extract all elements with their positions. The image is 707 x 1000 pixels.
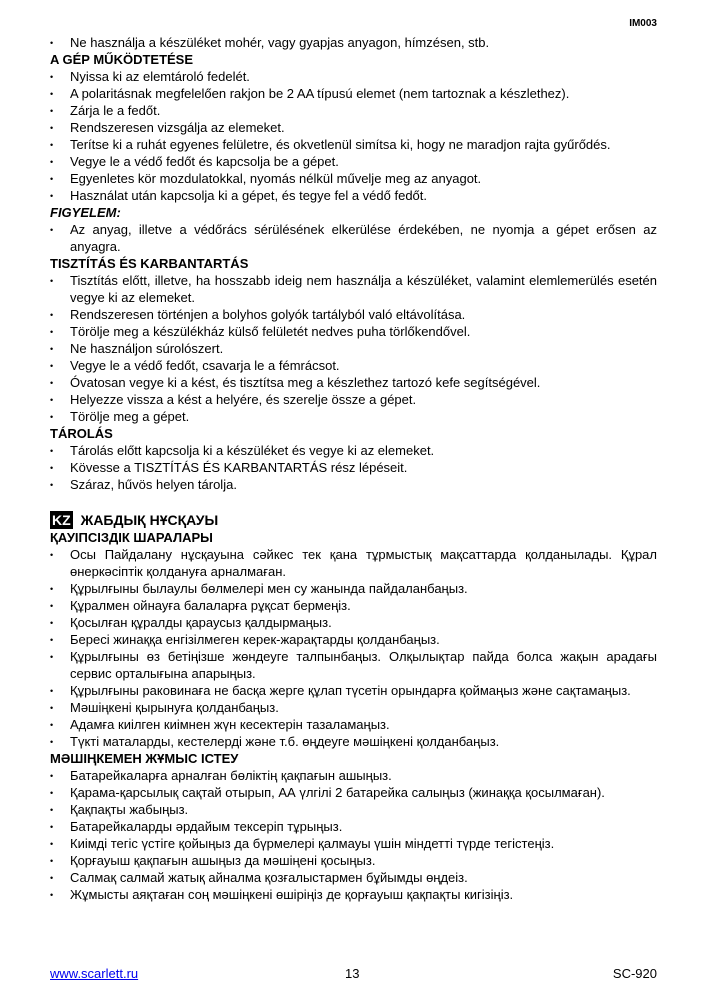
list-item: • Киімді тегіс үстіге қойыңыз да бүрмелері қалмауы үшін міндетті түрде тегістеңіз. — [50, 835, 657, 852]
list-item: • Óvatosan vegye ki a kést, és tisztítsa meg a készlethez tartozó kefe segítségével. — [50, 374, 657, 391]
list-item: • Az anyag, illetve a védőrács sérülésének elkerülése érdekében, ne nyomja a gépet erősen az anyagra. — [50, 221, 657, 255]
kz-title: ЖАБДЫҚ НҰСҚАУЫ — [80, 511, 219, 528]
list-item: • Használat után kapcsolja ki a gépet, és tegye fel a védő fedőt. — [50, 187, 657, 204]
list-item: • Құрылғыны раковинаға не басқа жерге құлап түсетін орындарға қоймаңыз және сақтамаңыз. — [50, 682, 657, 699]
list-item: • Törölje meg a gépet. — [50, 408, 657, 425]
list-item: • Ne használja a készüléket mohér, vagy gyapjas anyagon, hímzésen, stb. — [50, 34, 657, 51]
kz-safety-title: ҚАУІПСІЗДІК ШАРАЛАРЫ — [50, 530, 213, 545]
list-item: • Құрылғыны былаулы бөлмелері мен су жанында пайдаланбаңыз. — [50, 580, 657, 597]
list-item: • Қосылған құралды қараусыз қалдырмаңыз. — [50, 614, 657, 631]
hu-operation-title: A GÉP MŰKÖDTETÉSE — [50, 52, 194, 67]
kz-safety-list — [50, 546, 657, 750]
list-item: • Kövesse a TISZTÍTÁS ÉS KARBANTARTÁS rész lépéseit. — [50, 459, 657, 476]
kz-language-badge: KZ — [52, 512, 71, 528]
list-item: • Мәшіңкені қырынуға қолданбаңыз. — [50, 699, 657, 716]
list-item: • Бересі жинаққа енгізілмеген керек-жарақтарды қолданбаңыз. — [50, 631, 657, 648]
page-number: 13 — [345, 966, 360, 981]
list-item: • A polaritásnak megfelelően rakjon be 2 AA típusú elemet (nem tartoznak a készlethez). — [50, 85, 657, 102]
list-item: • Vegye le a védő fedőt és kapcsolja be a gépet. — [50, 153, 657, 170]
hu-storage-title: TÁROLÁS — [50, 426, 113, 441]
list-item: • Egyenletes kör mozdulatokkal, nyomás nélkül művelje meg az anyagot. — [50, 170, 657, 187]
list-item: • Tisztítás előtt, illetve, ha hosszabb ideig nem használja a készüléket, valamint elemlemerülés esetén vegye ki az elemeket. — [50, 272, 657, 306]
list-item: • Батарейкаларға арналған бөліктің қақпағын ашыңыз. — [50, 767, 657, 784]
list-item: • Rendszeresen vizsgálja az elemeket. — [50, 119, 657, 136]
hu-operation-list — [50, 68, 657, 204]
list-item: • Адамға киілген киімнен жүн кесектерін тазаламаңыз. — [50, 716, 657, 733]
list-item: • Nyissa ki az elemtároló fedelét. — [50, 68, 657, 85]
list-item: • Ne használjon súrolószert. — [50, 340, 657, 357]
kz-operation-title: МӘШІҢКЕМЕН ЖҰМЫС ІСТЕУ — [50, 751, 239, 766]
hu-storage-list — [50, 442, 657, 493]
list-item: • Жұмысты аяқтаған соң мәшіңкені өшіріңіз де қорғауыш қақпақты кигізіңіз. — [50, 886, 657, 903]
list-item: • Terítse ki a ruhát egyenes felületre, és okvetlenül simítsa ki, hogy ne maradjon rajta gyűrődés. — [50, 136, 657, 153]
list-item: • Қорғауыш қақпағын ашыңыз да мәшіңені қосыңыз. — [50, 852, 657, 869]
list-item: • Осы Пайдалану нұсқауына сәйкес тек қана тұрмыстық мақсаттарда қолданылады. Құрал өнеркәсіптік қолдануға арналмаған. — [50, 546, 657, 580]
hu-cleaning-list — [50, 272, 657, 425]
list-item: • Törölje meg a készülékház külső felületét nedves puha törlőkendővel. — [50, 323, 657, 340]
website-link[interactable]: www.scarlett.ru — [50, 966, 139, 981]
list-item: • Zárja le a fedőt. — [50, 102, 657, 119]
list-item: • Салмақ салмай жатық айналма қозғалыстармен бұйымды өңдеіз. — [50, 869, 657, 886]
list-item: • Қарама-қарсылық сақтай отырып, АА үлгілі 2 батарейка салыңыз (жинаққа қосылмаған). — [50, 784, 657, 801]
model-number: SC-920 — [612, 966, 657, 981]
list-item: • Száraz, hűvös helyen tárolja. — [50, 476, 657, 493]
list-item: • Helyezze vissza a kést a helyére, és szerelje össze a gépet. — [50, 391, 657, 408]
list-item: • Tárolás előtt kapcsolja ki a készüléket és vegye ki az elemeket. — [50, 442, 657, 459]
list-item: • Vegye le a védő fedőt, csavarja le a fémrácsot. — [50, 357, 657, 374]
hu-attention-list — [50, 221, 657, 255]
hu-intro-list — [50, 34, 657, 51]
list-item: • Құралмен ойнауға балаларға рұқсат бермеңіз. — [50, 597, 657, 614]
hu-attention-title: FIGYELEM: — [50, 205, 121, 220]
document-code: IM003 — [629, 18, 657, 29]
kz-operation-list — [50, 767, 657, 903]
list-item: • Rendszeresen történjen a bolyhos golyók tartályból való eltávolítása. — [50, 306, 657, 323]
page-content — [50, 34, 657, 903]
list-item: • Құрылғыны өз бетіңізше жөндеуге талпынбаңыз. Олқылықтар пайда болса жақын арадағы сервис орталығына апарыңыз. — [50, 648, 657, 682]
list-item: • Қақпақты жабыңыз. — [50, 801, 657, 818]
kz-header — [50, 511, 657, 529]
list-item: • Түкті маталарды, кестелерді және т.б. өңдеуге мәшіңкені қолданбаңыз. — [50, 733, 657, 750]
hu-cleaning-title: TISZTÍTÁS ÉS KARBANTARTÁS — [50, 256, 249, 271]
list-item: • Батарейкаларды әрдайым тексеріп тұрыңыз. — [50, 818, 657, 835]
